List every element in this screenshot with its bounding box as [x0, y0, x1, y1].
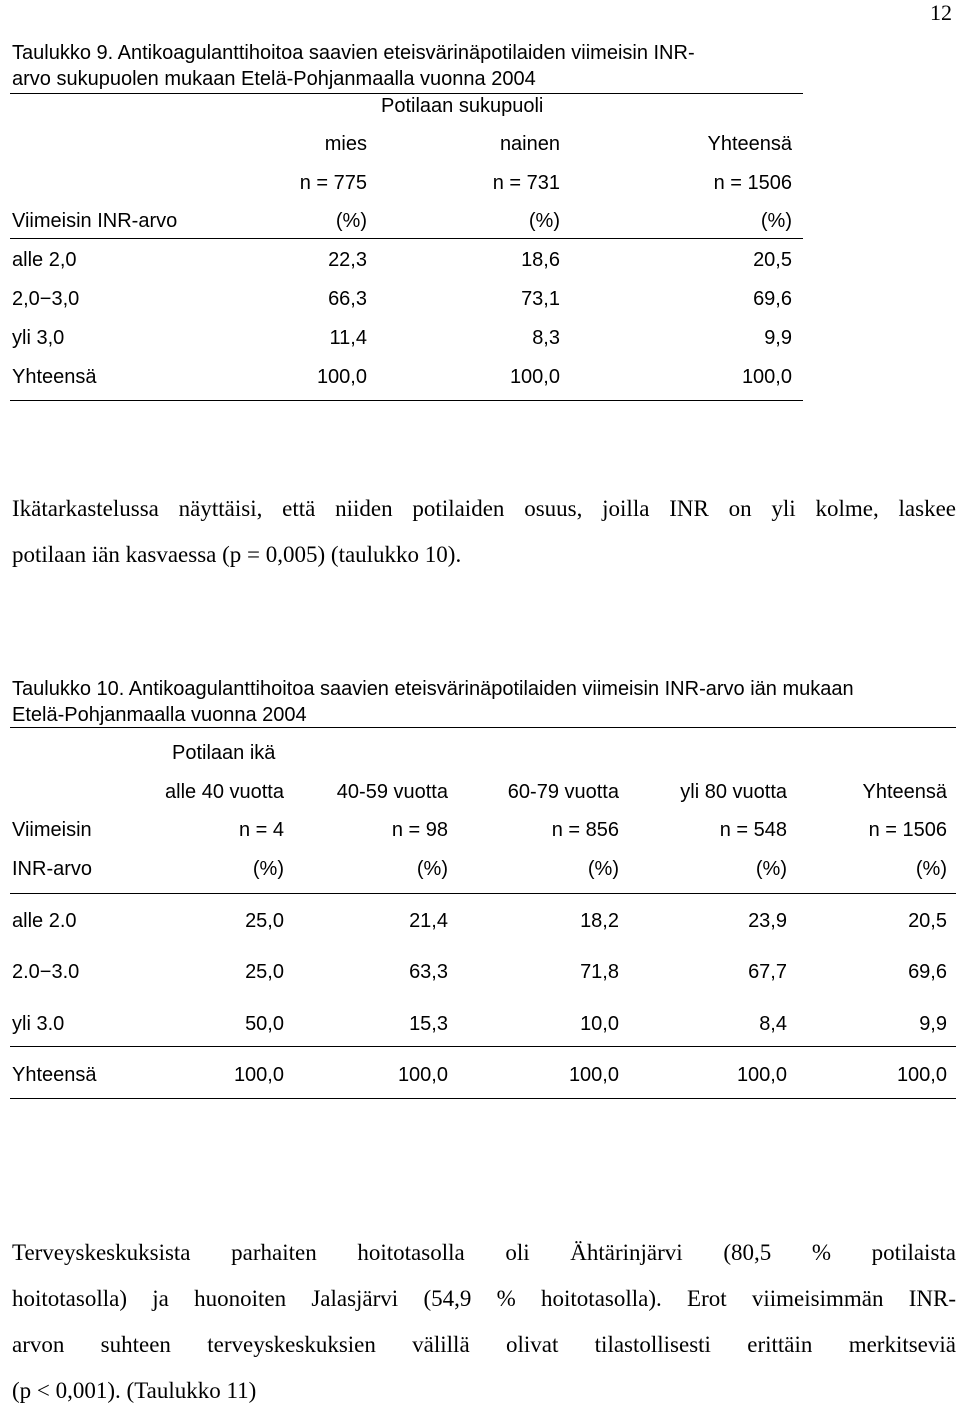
table-10-col-unit: (%): [915, 858, 947, 880]
table-10-header-rule: [10, 893, 956, 894]
table-cell: 11,4: [329, 327, 367, 349]
table-10-col-n: n = 548: [719, 819, 787, 841]
table-10-top-rule: [10, 727, 956, 728]
table-9-col-label: nainen: [499, 133, 560, 155]
table-cell: 25,0: [245, 910, 284, 932]
table-9-row-label: alle 2,0: [12, 249, 77, 271]
table-9-col-n: n = 1506: [713, 172, 792, 194]
table-cell: 100,0: [568, 1064, 619, 1086]
table-10-col-unit: (%): [755, 858, 787, 880]
table-10-row-header: INR-arvo: [12, 858, 93, 880]
table-cell: 15,3: [409, 1013, 448, 1035]
table-10-col-unit: (%): [416, 858, 448, 880]
table-cell: 10,0: [580, 1013, 619, 1035]
table-cell: 100,0: [509, 366, 560, 388]
table-9-group-header: Potilaan sukupuoli: [381, 95, 544, 117]
page-number: 12: [930, 0, 952, 25]
table-9-col-label: Yhteensä: [707, 133, 792, 155]
table-cell: 20,5: [908, 910, 947, 932]
table-10-col-unit: (%): [587, 858, 619, 880]
table-10-body-rule: [10, 1046, 956, 1047]
table-10-row-label: Yhteensä: [12, 1064, 97, 1086]
table-9-row-label: yli 3,0: [12, 327, 65, 349]
table-cell: 50,0: [245, 1013, 284, 1035]
table-10-caption-line1: Taulukko 10. Antikoagulanttihoitoa saavien eteisvärinäpotilaiden viimeisin INR-arvo iän mukaan: [12, 678, 854, 700]
paragraph-line: arvon suhteen terveyskeskuksien välillä olivat tilastollisesti erittäin merkitseviä: [12, 1332, 956, 1357]
table-cell: 8,4: [759, 1013, 787, 1035]
table-10-col-n: n = 98: [391, 819, 448, 841]
table-9-row-label: Yhteensä: [12, 366, 97, 388]
table-cell: 63,3: [409, 961, 448, 983]
table-9-top-rule: [10, 93, 803, 94]
table-cell: 100,0: [397, 1064, 448, 1086]
table-10-col-n: n = 856: [551, 819, 619, 841]
table-10-row-label: 2.0−3.0: [12, 961, 80, 983]
table-9-bottom-rule: [10, 400, 803, 401]
table-9-header-rule: [10, 238, 803, 239]
table-9-col-unit: (%): [335, 210, 367, 232]
table-10-col-label: alle 40 vuotta: [165, 781, 284, 803]
table-cell: 100,0: [736, 1064, 787, 1086]
table-cell: 8,3: [532, 327, 560, 349]
table-cell: 18,6: [521, 249, 560, 271]
table-10-row-label: yli 3.0: [12, 1013, 65, 1035]
table-9-row-header: Viimeisin INR-arvo: [12, 210, 178, 232]
table-9-col-unit: (%): [528, 210, 560, 232]
paragraph-line: Ikätarkastelussa näyttäisi, että niiden potilaiden osuus, joilla INR on yli kolme, laskee: [12, 496, 956, 521]
table-10-col-unit: (%): [252, 858, 284, 880]
table-cell: 71,8: [580, 961, 619, 983]
table-cell: 9,9: [919, 1013, 947, 1035]
table-10-group-header: Potilaan ikä: [172, 742, 276, 764]
table-10-bottom-rule: [10, 1098, 956, 1099]
table-cell: 100,0: [896, 1064, 947, 1086]
table-9-col-unit: (%): [760, 210, 792, 232]
table-10-caption-line2: Etelä-Pohjanmaalla vuonna 2004: [12, 704, 307, 726]
table-10-col-label: Yhteensä: [862, 781, 947, 803]
table-cell: 25,0: [245, 961, 284, 983]
table-cell: 22,3: [328, 249, 367, 271]
table-cell: 100,0: [741, 366, 792, 388]
table-10-col-n: n = 1506: [868, 819, 947, 841]
table-cell: 100,0: [233, 1064, 284, 1086]
table-cell: 20,5: [753, 249, 792, 271]
table-9-col-label: mies: [324, 133, 367, 155]
table-cell: 18,2: [580, 910, 619, 932]
paragraph-line: (p < 0,001). (Taulukko 11): [12, 1378, 257, 1403]
table-9-row-label: 2,0−3,0: [12, 288, 80, 310]
table-cell: 69,6: [753, 288, 792, 310]
table-10-col-label: yli 80 vuotta: [680, 781, 787, 803]
table-cell: 67,7: [748, 961, 787, 983]
table-cell: 100,0: [316, 366, 367, 388]
table-10-row-label: alle 2.0: [12, 910, 77, 932]
table-cell: 66,3: [328, 288, 367, 310]
table-cell: 73,1: [521, 288, 560, 310]
table-cell: 9,9: [764, 327, 792, 349]
table-10-col-label: 40-59 vuotta: [336, 781, 448, 803]
table-10-col-n: n = 4: [238, 819, 284, 841]
table-9-col-n: n = 731: [492, 172, 560, 194]
table-9-caption-line2: arvo sukupuolen mukaan Etelä-Pohjanmaalla vuonna 2004: [12, 68, 536, 90]
paragraph-line: potilaan iän kasvaessa (p = 0,005) (taulukko 10).: [12, 542, 462, 567]
table-10-row-header: Viimeisin: [12, 819, 92, 841]
table-cell: 21,4: [409, 910, 448, 932]
table-10-col-label: 60-79 vuotta: [507, 781, 619, 803]
paragraph-line: hoitotasolla) ja huonoiten Jalasjärvi (54,9 % hoitotasolla). Erot viimeisimmän INR-: [12, 1286, 956, 1311]
table-cell: 23,9: [748, 910, 787, 932]
table-9-col-n: n = 775: [299, 172, 367, 194]
paragraph-line: Terveyskeskuksista parhaiten hoitotasolla oli Ähtärinjärvi (80,5 % potilaista: [12, 1240, 956, 1265]
table-cell: 69,6: [908, 961, 947, 983]
table-9-caption-line1: Taulukko 9. Antikoagulanttihoitoa saavien eteisvärinäpotilaiden viimeisin INR-: [12, 42, 695, 64]
